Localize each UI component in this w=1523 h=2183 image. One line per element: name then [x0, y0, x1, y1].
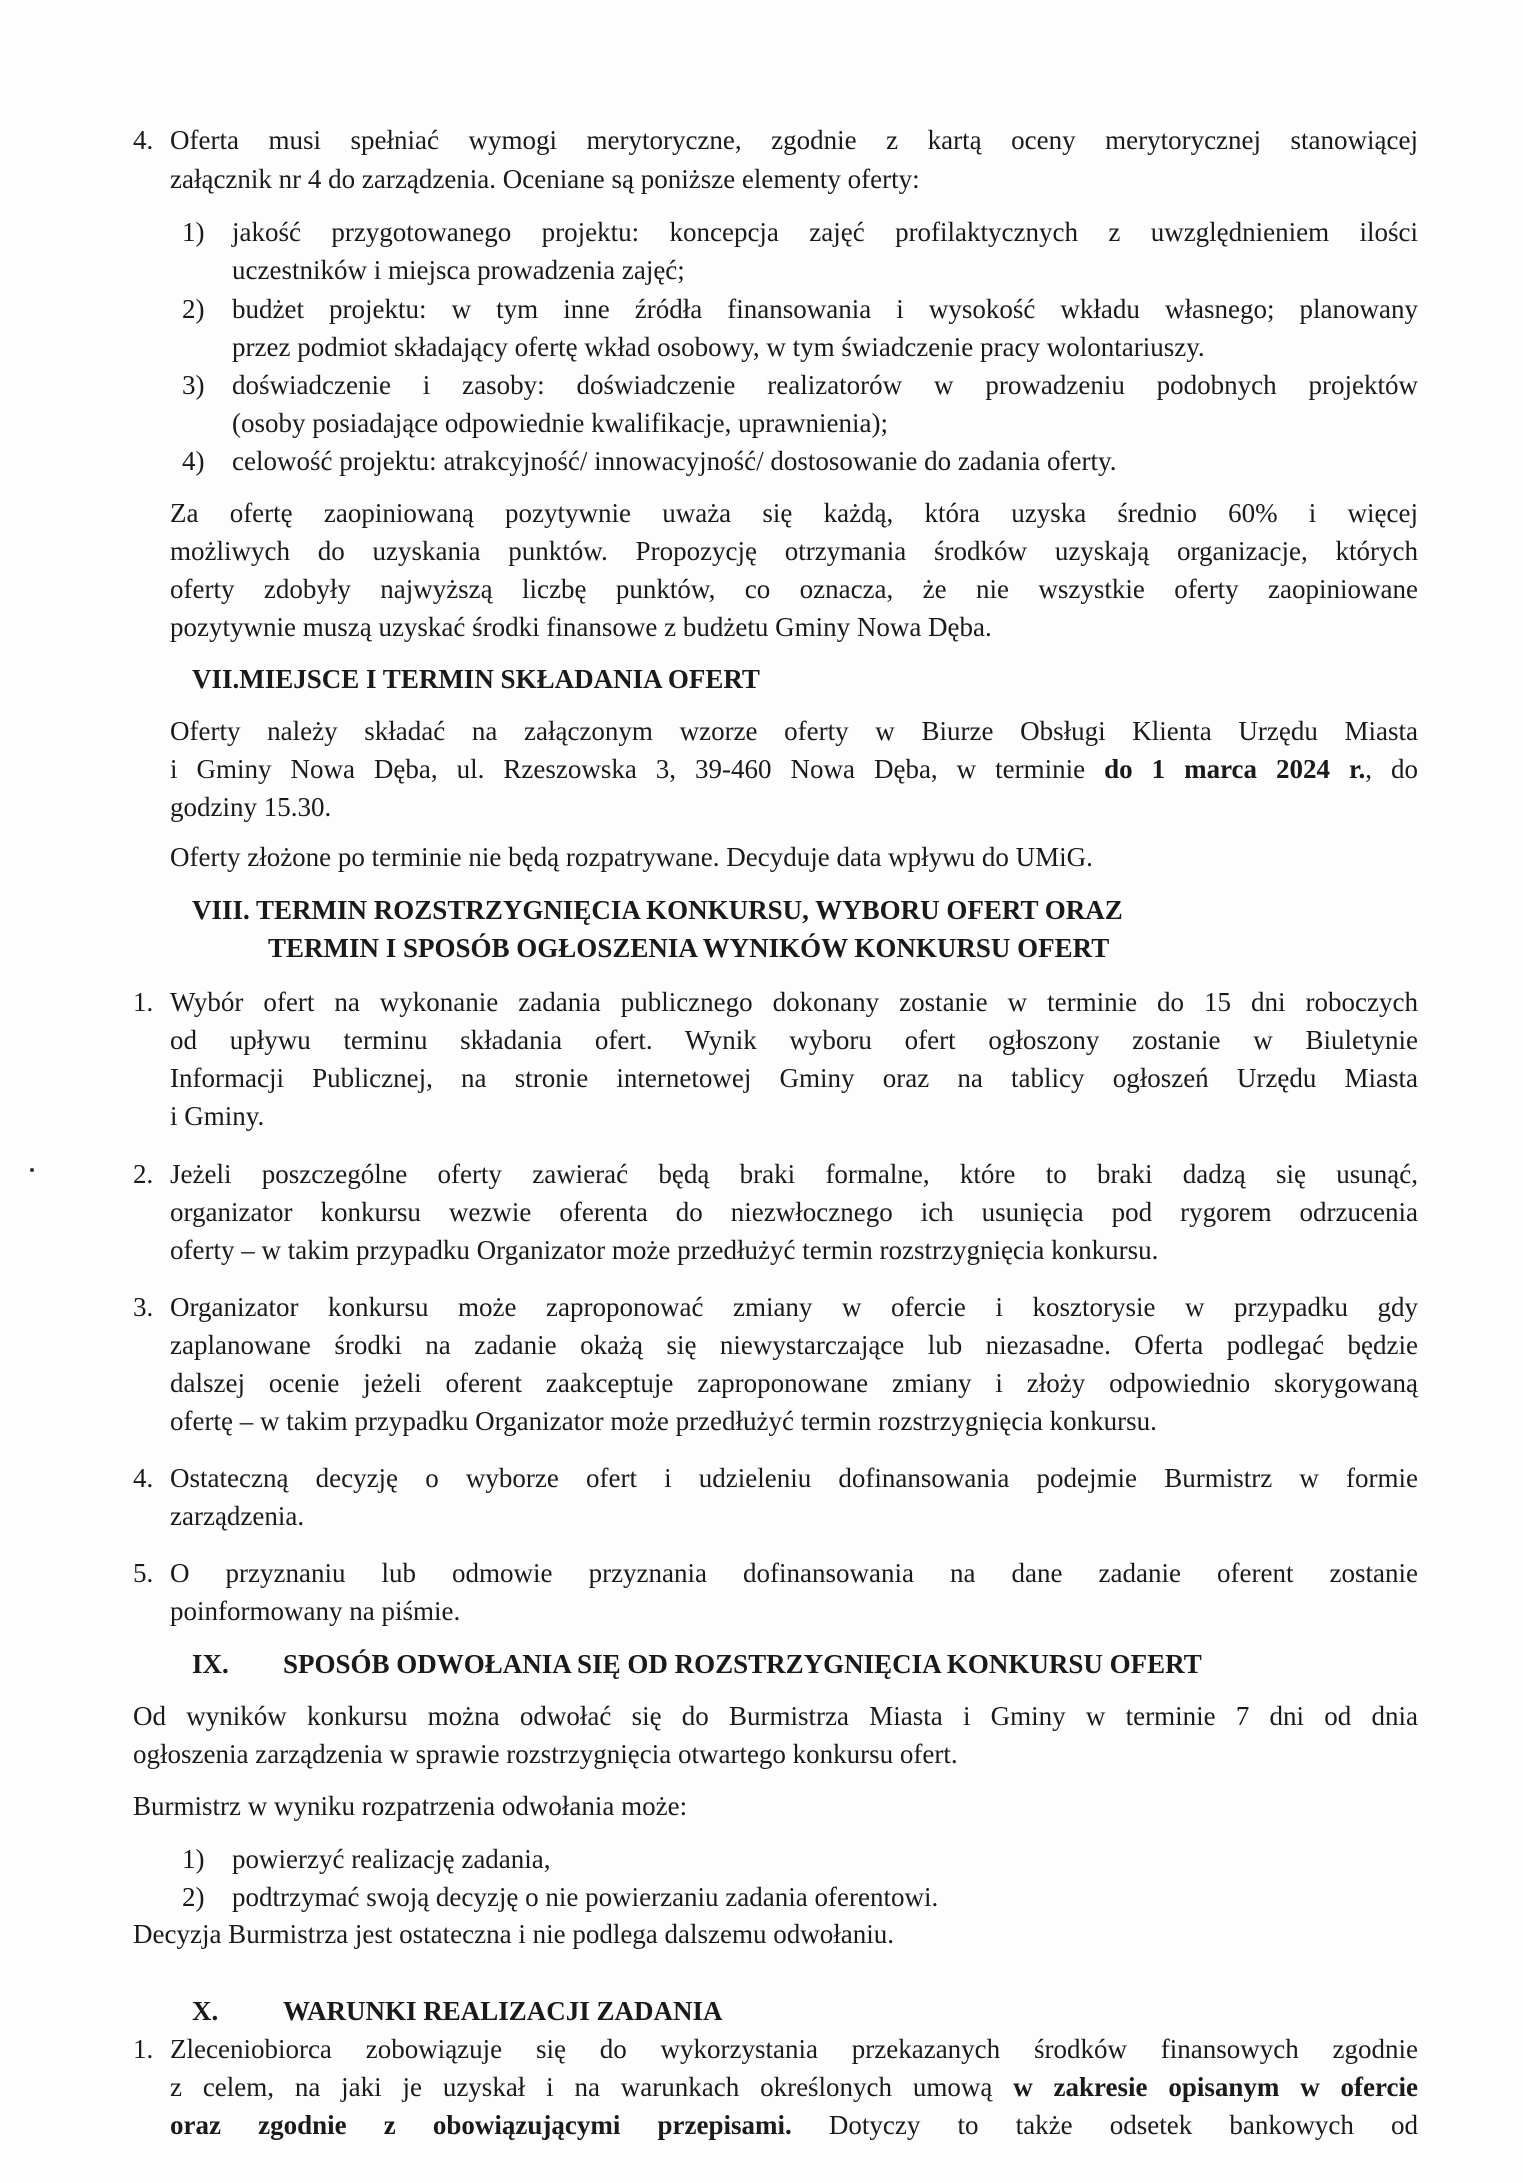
paragraph-line: Wybór ofert na wykonanie zadania publicznego dokonany zostanie w terminie do 15 dni roboczych	[170, 987, 1418, 1017]
list-item-line: uczestników i miejsca prowadzenia zajęć;	[232, 255, 685, 285]
paragraph-line: Od wyników konkursu można odwołać się do Burmistrza Miasta i Gminy w terminie 7 dni od dnia	[133, 1701, 1418, 1731]
paragraph-line: Oferta musi spełniać wymogi merytoryczne, zgodnie z kartą oceny merytorycznej stanowiącej	[170, 125, 1418, 155]
paragraph-line: od upływu terminu składania ofert. Wynik wyboru ofert ogłoszony zostanie w Biuletynie	[170, 1025, 1418, 1055]
paragraph-line: Oferty złożone po terminie nie będą rozpatrywane. Decyduje data wpływu do UMiG.	[170, 842, 1093, 872]
list-number: 3)	[182, 370, 205, 400]
section-heading: WARUNKI REALIZACJI ZADANIA	[283, 1996, 723, 2026]
list-item-line: budżet projektu: w tym inne źródła finansowania i wysokość wkładu własnego; planowany	[232, 294, 1418, 324]
section-heading: VII.MIEJSCE I TERMIN SKŁADANIA OFERT	[192, 664, 760, 694]
paragraph-line: i Gminy Nowa Dęba, ul. Rzeszowska 3, 39-460 Nowa Dęba, w terminie do 1 marca 2024 r., do	[170, 754, 1418, 784]
list-number: 4)	[182, 446, 205, 476]
section-number: IX.	[192, 1649, 229, 1679]
paragraph-line: i Gminy.	[170, 1101, 265, 1131]
section-heading: VIII. TERMIN ROZSTRZYGNIĘCIA KONKURSU, WYBORU OFERT ORAZ	[192, 895, 1123, 925]
paragraph-line: możliwych do uzyskania punktów. Propozycję otrzymania środków uzyskają organizacje, których	[170, 536, 1418, 566]
scan-speck	[30, 1168, 34, 1172]
paragraph-line: Organizator konkursu może zaproponować zmiany w ofercie i kosztorysie w przypadku gdy	[170, 1292, 1418, 1322]
paragraph-line: Burmistrz w wyniku rozpatrzenia odwołania może:	[133, 1791, 688, 1821]
bold-phrase: oraz zgodnie z obowiązującymi przepisami.	[170, 2110, 792, 2140]
list-number: 1)	[182, 1844, 205, 1874]
paragraph-line: Informacji Publicznej, na stronie internetowej Gminy oraz na tablicy ogłoszeń Urzędu Miasta	[170, 1063, 1418, 1093]
list-item-line: (osoby posiadające odpowiednie kwalifikacje, uprawnienia);	[232, 408, 889, 438]
paragraph-line: załącznik nr 4 do zarządzenia. Oceniane są poniższe elementy oferty:	[170, 164, 920, 194]
paragraph-line: Decyzja Burmistrza jest ostateczna i nie podlega dalszemu odwołaniu.	[133, 1919, 894, 1949]
item-number: 4.	[133, 1463, 154, 1493]
paragraph-line: z celem, na jaki je uzyskał i na warunkach określonych umową w zakresie opisanym w ofercie	[170, 2072, 1418, 2102]
paragraph-line: Zleceniobiorca zobowiązuje się do wykorzystania przekazanych środków finansowych zgodnie	[170, 2034, 1418, 2064]
item-number: 5.	[133, 1558, 154, 1588]
section-heading: SPOSÓB ODWOŁANIA SIĘ OD ROZSTRZYGNIĘCIA KONKURSU OFERT	[283, 1649, 1202, 1679]
list-item-line: jakość przygotowanego projektu: koncepcja zajęć profilaktycznych z uwzględnieniem ilości	[232, 217, 1418, 247]
list-number: 2)	[182, 294, 205, 324]
paragraph-line: oferty – w takim przypadku Organizator może przedłużyć termin rozstrzygnięcia konkursu.	[170, 1235, 1159, 1265]
paragraph-line: organizator konkursu wezwie oferenta do niezwłocznego ich usunięcia pod rygorem odrzucenia	[170, 1197, 1418, 1227]
paragraph-line: Jeżeli poszczególne oferty zawierać będą braki formalne, które to braki dadzą się usunąć,	[170, 1159, 1418, 1189]
paragraph-line: poinformowany na piśmie.	[170, 1596, 461, 1626]
bold-phrase: w zakresie opisanym w ofercie	[1013, 2072, 1418, 2102]
paragraph-line: ogłoszenia zarządzenia w sprawie rozstrzygnięcia otwartego konkursu ofert.	[133, 1739, 958, 1769]
paragraph-line: zaplanowane środki na zadanie okażą się niewystarczające lub niezasadne. Oferta podlegać będzie	[170, 1330, 1418, 1360]
paragraph-line: Ostateczną decyzję o wyborze ofert i udzieleniu dofinansowania podejmie Burmistrz w formie	[170, 1463, 1418, 1493]
deadline-date: do 1 marca 2024 r.	[1104, 754, 1366, 784]
paragraph-line: godziny 15.30.	[170, 792, 332, 822]
item-number: 2.	[133, 1159, 154, 1189]
list-number: 1)	[182, 217, 205, 247]
paragraph-line: dalszej ocenie jeżeli oferent zaakceptuje zaproponowane zmiany i złoży odpowiednio skorygowaną	[170, 1368, 1418, 1398]
paragraph-line: ofertę – w takim przypadku Organizator może przedłużyć termin rozstrzygnięcia konkursu.	[170, 1406, 1157, 1436]
paragraph-line: O przyznaniu lub odmowie przyznania dofinansowania na dane zadanie oferent zostanie	[170, 1558, 1418, 1588]
section-heading: TERMIN I SPOSÓB OGŁOSZENIA WYNIKÓW KONKURSU OFERT	[268, 933, 1110, 963]
item-number: 4.	[133, 125, 154, 155]
paragraph-line: Za ofertę zaopiniowaną pozytywnie uważa się każdą, która uzyska średnio 60% i więcej	[170, 498, 1418, 528]
item-number: 1.	[133, 2034, 154, 2064]
list-item-line: podtrzymać swoją decyzję o nie powierzaniu zadania oferentowi.	[232, 1882, 939, 1912]
item-number: 1.	[133, 987, 154, 1017]
list-item-line: celowość projektu: atrakcyjność/ innowacyjność/ dostosowanie do zadania oferty.	[232, 446, 1117, 476]
list-item-line: doświadczenie i zasoby: doświadczenie realizatorów w prowadzeniu podobnych projektów	[232, 370, 1418, 400]
paragraph-line: oferty zdobyły najwyższą liczbę punktów, co oznacza, że nie wszystkie oferty zaopiniowane	[170, 574, 1418, 604]
paragraph-line: Oferty należy składać na załączonym wzorze oferty w Biurze Obsługi Klienta Urzędu Miasta	[170, 716, 1418, 746]
section-number: X.	[192, 1996, 219, 2026]
paragraph-line: pozytywnie muszą uzyskać środki finansowe z budżetu Gminy Nowa Dęba.	[170, 612, 992, 642]
list-number: 2)	[182, 1882, 205, 1912]
paragraph-line: oraz zgodnie z obowiązującymi przepisami. Dotyczy to także odsetek bankowych od	[170, 2110, 1418, 2140]
list-item-line: powierzyć realizację zadania,	[232, 1844, 551, 1874]
list-item-line: przez podmiot składający ofertę wkład osobowy, w tym świadczenie pracy wolontariuszy.	[232, 332, 1205, 362]
item-number: 3.	[133, 1292, 154, 1322]
paragraph-line: zarządzenia.	[170, 1501, 305, 1531]
